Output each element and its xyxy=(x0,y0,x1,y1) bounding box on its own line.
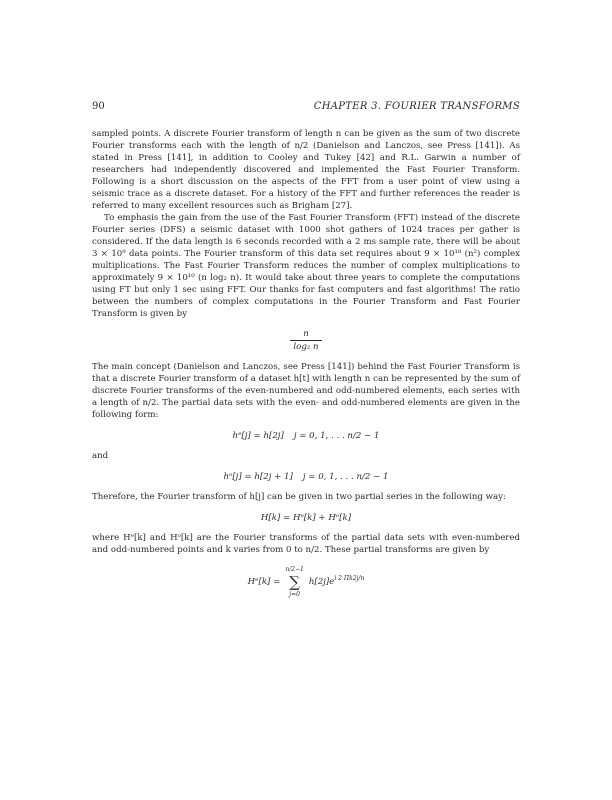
paragraph-4: Therefore, the Fourier transform of h[j] can be given in two partial series in the following way: xyxy=(92,492,506,502)
sum-expression xyxy=(248,565,365,599)
page-header xyxy=(92,101,520,115)
summation xyxy=(285,565,304,599)
equation-split xyxy=(92,512,520,524)
equation-even xyxy=(92,430,520,442)
page-number: 90 xyxy=(92,101,105,112)
and-word: and xyxy=(92,451,109,461)
sum-lower-limit: j=0 xyxy=(289,591,300,598)
ratio-denominator: log₂ n xyxy=(293,342,319,352)
odd-range: j = 0, 1, . . . n/2 − 1 xyxy=(302,472,389,482)
odd-lhs: hᵒ[j] = h[2j + 1] xyxy=(223,472,293,482)
paragraph-1: sampled points. A discrete Fourier transform of length n can be given as the sum of two discrete Fourier transforms each with the length of n/2 (Danielson and Lanczos, see Press [141]). As stated in Press [141], in addition to Cooley and Tukey [42] and R.L. Garwin a number of researchers had independently discovered and implemented the Fast Fourier Transform. Following is a short discussion on the aspects of the FFT from a user point of view using a seismic trace as a discrete dataset. For a history of the FFT and further references the reader is referred to many excellent resources such as Brigham [27]. xyxy=(92,129,520,211)
even-range: j = 0, 1, . . . n/2 − 1 xyxy=(293,431,380,441)
sum-term xyxy=(309,576,364,588)
ratio-fraction xyxy=(290,329,321,353)
sum-lhs: Hᵉ[k] = xyxy=(247,577,281,587)
equation-odd xyxy=(92,471,520,483)
even-lhs: hᵉ[j] = h[2j] xyxy=(232,431,284,441)
ratio-numerator: n xyxy=(303,329,309,339)
paragraph-3: The main concept (Danielson and Lanczos, see Press [141]) behind the Fast Fourier Transform is that a discrete Fourier transform of a dataset h[t] with length n can be represented by the sum of discrete Fourier transforms of the even-numbered and odd-numbered elements, each series with a length of n/2. The partial data sets with the even- and odd-numbered elements are given in the following form: xyxy=(92,362,520,420)
paragraph-2: To emphasis the gain from the use of the Fast Fourier Transform (FFT) instead of the discrete Fourier series (DFS) a seismic dataset with 1000 shot gathers of 1024 traces per gather is considered. If the data length is 6 seconds recorded with a 2 ms sample rate, there will be about 3 × 10⁹ data points. The Fourier transform of this data set requires about 9 × 10¹⁸ (n²) complex multiplications. The Fast Fourier Transform reduces the number of complex multiplications to approximately 9 × 10¹⁰ (n log₂ n). It would take about three years to complete the computations using FT but only 1 sec using FFT. Our thanks for fast computers and fast algorithms! The ratio between the numbers of complex computations in the Fourier Transform and Fast Fourier Transform is given by xyxy=(92,213,520,319)
equation-sum xyxy=(92,565,520,599)
paragraph-5: where Hᵉ[k] and Hᵒ[k] are the Fourier transforms of the partial data sets with even-numbered and odd-numbered points and k varies from 0 to n/2. These partial transforms are given by xyxy=(92,533,520,555)
sum-upper-limit: n/2−1 xyxy=(285,566,304,573)
split-equation: H[k] = Hᵉ[k] + Hᵒ[k] xyxy=(260,513,352,523)
sum-term-base: h[2j]e xyxy=(308,577,335,587)
sum-exponent: i 2 Πk2j/n xyxy=(334,575,365,583)
sigma-symbol: ∑ xyxy=(289,573,300,591)
equation-ratio xyxy=(92,329,520,353)
page-body xyxy=(92,128,520,607)
chapter-title: CHAPTER 3. FOURIER TRANSFORMS xyxy=(313,101,520,112)
